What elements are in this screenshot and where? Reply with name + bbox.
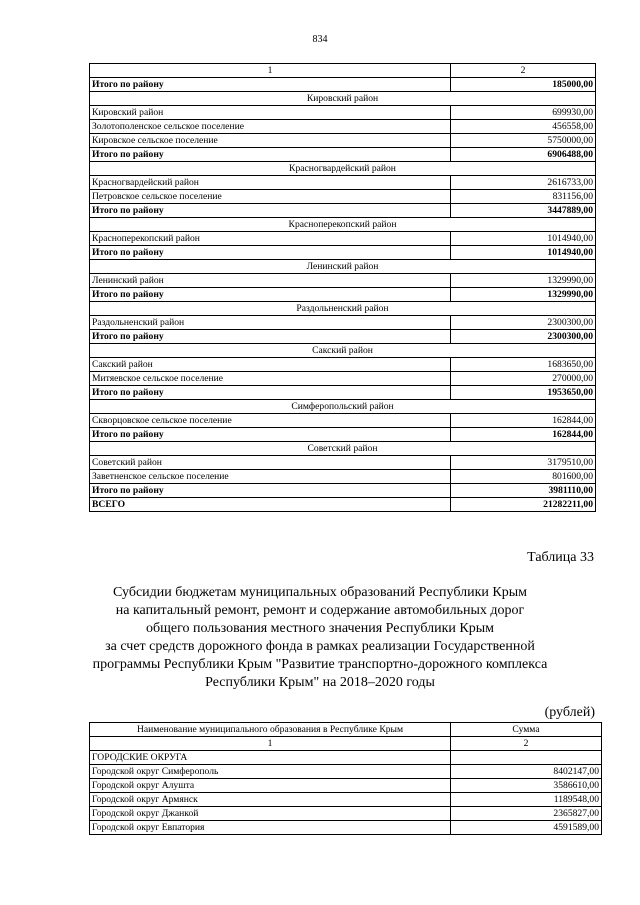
row-value: 8402147,00 — [451, 765, 602, 779]
row-value: 699930,00 — [451, 106, 596, 120]
row-name: Скворцовское сельское поселение — [90, 414, 451, 428]
column-header-name: Наименование муниципального образования в Республике Крым — [90, 723, 451, 737]
table-label: Таблица 33 — [527, 550, 594, 565]
table-row — [90, 456, 596, 470]
row-value: 3981110,00 — [451, 484, 596, 498]
district-subsidy-table — [89, 63, 596, 512]
table-row — [90, 316, 596, 330]
row-value: 2616733,00 — [451, 176, 596, 190]
unit-label: (рублей) — [544, 705, 595, 720]
row-value: 2300300,00 — [451, 316, 596, 330]
row-name: ГОРОДСКИЕ ОКРУГА — [90, 751, 451, 765]
section-row — [90, 162, 596, 176]
section-title: Красноперекопский район — [90, 218, 596, 232]
section-title: Советский район — [90, 442, 596, 456]
total-row — [90, 148, 596, 162]
row-value: 5750000,00 — [451, 134, 596, 148]
table-row — [90, 414, 596, 428]
column-header-sum: Сумма — [451, 723, 602, 737]
row-value: 2365827,00 — [451, 807, 602, 821]
total-row — [90, 246, 596, 260]
section-title: Красногвардейский район — [90, 162, 596, 176]
row-value: 1014940,00 — [451, 246, 596, 260]
row-value: 456558,00 — [451, 120, 596, 134]
row-name: Красногвардейский район — [90, 176, 451, 190]
row-name: Итого по району — [90, 148, 451, 162]
section-row — [90, 442, 596, 456]
row-value: 162844,00 — [451, 428, 596, 442]
row-name: Итого по району — [90, 78, 451, 92]
row-name: Городской округ Симферополь — [90, 765, 451, 779]
total-row — [90, 330, 596, 344]
column-number-2: 2 — [451, 64, 596, 78]
total-row — [90, 78, 596, 92]
row-value: 3586610,00 — [451, 779, 602, 793]
table-row — [90, 779, 602, 793]
section-title: Сакский район — [90, 344, 596, 358]
section-row — [90, 260, 596, 274]
table-row — [90, 470, 596, 484]
section-row — [90, 92, 596, 106]
row-value: 1014940,00 — [451, 232, 596, 246]
row-name: Кировское сельское поселение — [90, 134, 451, 148]
section-title: Симферопольский район — [90, 400, 596, 414]
row-name: Городской округ Евпатория — [90, 821, 451, 835]
column-number-1: 1 — [90, 737, 451, 751]
table-row — [90, 821, 602, 835]
row-value: 801600,00 — [451, 470, 596, 484]
row-name: Заветненское сельское поселение — [90, 470, 451, 484]
caption-line: общего пользования местного значения Республики Крым — [145, 621, 495, 636]
table-row — [90, 765, 602, 779]
row-value: 1683650,00 — [451, 358, 596, 372]
row-name: Митяевское сельское поселение — [90, 372, 451, 386]
column-number-1: 1 — [90, 64, 451, 78]
column-number-2: 2 — [451, 737, 602, 751]
section-title: Кировский район — [90, 92, 596, 106]
row-name: Сакский район — [90, 358, 451, 372]
row-value: 21282211,00 — [451, 498, 596, 512]
caption-line: программы Республики Крым "Развитие транспортно-дорожного комплекса — [92, 657, 548, 672]
row-value: 2300300,00 — [451, 330, 596, 344]
row-name: Итого по району — [90, 204, 451, 218]
total-row — [90, 484, 596, 498]
row-name: Итого по району — [90, 428, 451, 442]
row-value: 4591589,00 — [451, 821, 602, 835]
caption-line: Республики Крым" на 2018–2020 годы — [205, 675, 435, 690]
row-name: Кировский район — [90, 106, 451, 120]
row-name: Итого по району — [90, 246, 451, 260]
caption-line: за счет средств дорожного фонда в рамках реализации Государственной — [105, 639, 535, 654]
row-value — [451, 751, 602, 765]
row-value: 185000,00 — [451, 78, 596, 92]
row-name: Петровское сельское поселение — [90, 190, 451, 204]
table-row — [90, 134, 596, 148]
total-row — [90, 288, 596, 302]
column-header-row — [90, 723, 602, 737]
table-row — [90, 372, 596, 386]
caption-line: Субсидии бюджетам муниципальных образований Республики Крым — [113, 585, 527, 600]
row-name: Городской округ Джанкой — [90, 807, 451, 821]
row-name: ВСЕГО — [90, 498, 451, 512]
row-name: Городской округ Армянск — [90, 793, 451, 807]
row-value: 6906488,00 — [451, 148, 596, 162]
section-row — [90, 302, 596, 316]
row-value: 162844,00 — [451, 414, 596, 428]
row-name: Раздольненский район — [90, 316, 451, 330]
city-district-subsidy-table — [89, 722, 602, 835]
row-name: Итого по району — [90, 330, 451, 344]
table-row — [90, 232, 596, 246]
table-row — [90, 190, 596, 204]
row-name: Красноперекопский район — [90, 232, 451, 246]
row-value: 270000,00 — [451, 372, 596, 386]
caption-line: на капитальный ремонт, ремонт и содержание автомобильных дорог — [115, 603, 525, 618]
section-title: Раздольненский район — [90, 302, 596, 316]
page-number: 834 — [312, 34, 328, 45]
row-name: Советский район — [90, 456, 451, 470]
table-row — [90, 807, 602, 821]
total-row — [90, 204, 596, 218]
row-name: Итого по району — [90, 288, 451, 302]
section-row — [90, 344, 596, 358]
row-name: Золотополенское сельское поселение — [90, 120, 451, 134]
table-row — [90, 274, 596, 288]
table-row — [90, 120, 596, 134]
row-value: 1189548,00 — [451, 793, 602, 807]
section-row — [90, 218, 596, 232]
table-row — [90, 793, 602, 807]
row-name: Итого по району — [90, 386, 451, 400]
row-value: 1953650,00 — [451, 386, 596, 400]
group-row — [90, 751, 602, 765]
table-row — [90, 106, 596, 120]
section-title: Ленинский район — [90, 260, 596, 274]
table-caption — [60, 584, 580, 692]
total-row — [90, 386, 596, 400]
column-number-row — [90, 737, 602, 751]
row-value: 3447889,00 — [451, 204, 596, 218]
row-value: 1329990,00 — [451, 288, 596, 302]
row-name: Городской округ Алушта — [90, 779, 451, 793]
row-value: 3179510,00 — [451, 456, 596, 470]
row-name: Итого по району — [90, 484, 451, 498]
row-value: 831156,00 — [451, 190, 596, 204]
total-row — [90, 428, 596, 442]
total-row — [90, 498, 596, 512]
row-value: 1329990,00 — [451, 274, 596, 288]
column-number-row — [90, 64, 596, 78]
table-row — [90, 176, 596, 190]
section-row — [90, 400, 596, 414]
row-name: Ленинский район — [90, 274, 451, 288]
table-row — [90, 358, 596, 372]
